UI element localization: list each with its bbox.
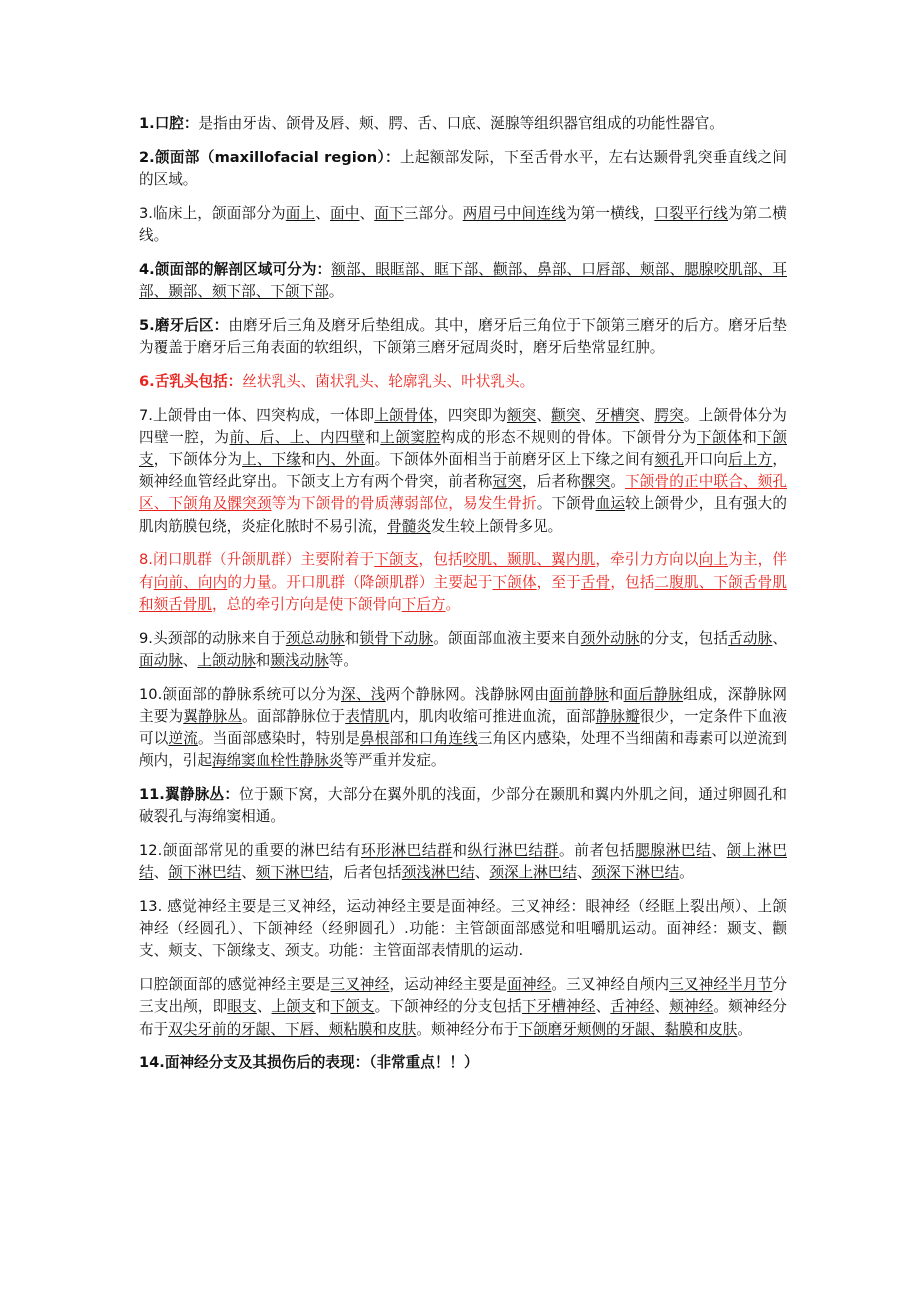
- underlined-term: 下颌体: [696, 428, 743, 446]
- text-segment: ，至于: [536, 573, 581, 591]
- text-segment: 位于颞下窝，大部分在翼外肌的浅面，少部分在颞肌和翼内外肌之间，通过卵圆孔和破裂孔与海绵窦相通。: [139, 786, 787, 826]
- underlined-term: 腮腺淋巴结: [635, 842, 712, 860]
- underlined-term: 向前、向内: [153, 573, 228, 591]
- text-segment: 、: [772, 629, 787, 647]
- bold-label: 磨牙后区：: [154, 316, 229, 334]
- bold-label: 面神经分支及其损伤后的表现：（非常重点！！）: [164, 1054, 479, 1072]
- underlined-term: 口裂平行线: [654, 204, 729, 222]
- text-segment: 。: [737, 1020, 753, 1038]
- bold-label: 11.: [139, 786, 165, 804]
- underlined-term: 舌神经: [610, 998, 655, 1016]
- underlined-term: 颈浅淋巴结: [401, 864, 475, 882]
- text-segment: ，后者称: [521, 473, 581, 491]
- text-segment: 、: [182, 651, 198, 669]
- text-segment: 三部分。: [403, 204, 463, 222]
- text-segment: 、: [595, 998, 611, 1016]
- bold-label: 翼静脉丛：: [164, 786, 240, 804]
- underlined-term: 面神经: [507, 976, 552, 994]
- text-segment: 组成，深静脉网主要为: [139, 685, 787, 725]
- text-segment: 7.: [139, 406, 153, 424]
- underlined-term: 前、后、上、内四壁: [229, 428, 366, 446]
- text-segment: 和: [608, 685, 624, 703]
- paragraph-p4: [139, 259, 787, 303]
- text-segment: 构成的形态不规则的骨体。下颌骨分为: [440, 428, 697, 446]
- underlined-term: 上颌骨体: [374, 406, 434, 424]
- text-segment: 为第一横线，: [565, 204, 655, 222]
- text-segment: 颌面部的静脉系统可以分为: [162, 685, 341, 703]
- underlined-term: 冠突: [492, 473, 522, 491]
- underlined-term: 骨髓炎: [387, 517, 431, 535]
- underlined-term: 下颌支: [374, 551, 419, 569]
- text-segment: 很少，一定条件下血液可以: [139, 707, 787, 748]
- underlined-term: 三叉神经半月节: [669, 976, 773, 994]
- text-segment: 、: [711, 842, 727, 860]
- underlined-term: 向上: [698, 551, 729, 569]
- bold-label: 2.: [139, 148, 155, 166]
- paragraph-p11: [139, 784, 787, 828]
- text-segment: 。: [679, 864, 694, 882]
- underlined-term: 下颌磨牙颊侧的牙龈、黏膜和皮肤: [518, 1020, 738, 1038]
- underlined-term: 面动脉: [139, 651, 183, 669]
- underlined-term: 额突: [506, 406, 537, 424]
- underlined-term: 翼静脉丛: [183, 707, 243, 725]
- underlined-term: 颞浅动脉: [270, 651, 329, 669]
- text-segment: 3.: [139, 204, 153, 222]
- text-segment: 。: [445, 595, 461, 613]
- text-segment: 、: [580, 406, 596, 424]
- text-segment: 、: [359, 204, 375, 222]
- underlined-term: 下颌支: [330, 998, 375, 1016]
- underlined-term: 静脉瓣: [595, 707, 640, 725]
- text-segment: 。当面部感染时，特别是: [197, 730, 360, 748]
- underlined-term: 面后静脉: [623, 685, 684, 703]
- text-segment: 两个静脉网。浅静脉网由: [385, 685, 550, 703]
- text-segment: 。颏神经分布于: [139, 998, 787, 1038]
- text-segment: 、: [536, 406, 552, 424]
- text-segment: 口腔颌面部的感觉神经主要是: [139, 976, 331, 994]
- underlined-term: 内、外面: [315, 451, 375, 468]
- underlined-term: 下牙槽神经: [521, 998, 596, 1016]
- text-segment: ，后者包括: [328, 864, 402, 882]
- text-segment: 。颊神经分布于: [416, 1020, 519, 1038]
- underlined-term: 面上: [285, 204, 316, 222]
- text-segment: 临床上，颌面部分为: [152, 204, 286, 222]
- text-segment: 为第二横线。: [139, 204, 787, 244]
- text-segment: ，牵引力方向以: [595, 551, 699, 569]
- text-segment: 和: [344, 629, 360, 647]
- underlined-term: 颏孔: [654, 451, 684, 468]
- underlined-term: 颈外动脉: [580, 629, 640, 647]
- underlined-term: 髁突: [580, 473, 611, 491]
- underlined-term: 舌骨: [580, 573, 611, 591]
- underlined-term: 下颌支: [139, 428, 787, 468]
- underlined-term: 颌下淋巴结: [168, 864, 242, 882]
- text-segment: ，运动神经主要是: [389, 976, 508, 994]
- underlined-term: 上颌窦腔: [380, 428, 441, 446]
- underlined-term: 牙槽突: [595, 406, 640, 424]
- text-segment: 。下颌体外面相当于前磨牙区上下缘之间有: [374, 451, 655, 468]
- underlined-term: 面中: [330, 204, 360, 222]
- underlined-term: 额部、眼眶部、眶下部、颧部、鼻部、口唇部、颊部、腮腺咬肌部、耳部、颞部、颏下部、下颌下部: [139, 260, 787, 300]
- text-segment: 。上颌骨体分为四壁一腔，为: [139, 406, 787, 446]
- text-segment: 分三支出颅，即: [139, 976, 787, 1016]
- text-segment: 。下颌骨: [536, 495, 596, 513]
- underlined-term: 上颌动脉: [197, 651, 256, 669]
- underlined-term: 颧突: [551, 406, 581, 424]
- underlined-term: 血运: [595, 495, 626, 513]
- text-segment: 。下颌神经的分支包括: [374, 998, 522, 1016]
- text-segment: 。三叉神经自颅内: [551, 976, 670, 994]
- text-segment: 10.: [139, 685, 163, 703]
- text-segment: 、: [576, 864, 592, 882]
- bold-label: 4.: [139, 260, 155, 278]
- underlined-term: 下颌骨的正中联合、颏孔区、下颌角及髁突颈: [139, 473, 787, 513]
- underlined-term: 咬肌、颞肌、翼内肌: [462, 551, 596, 569]
- paragraph-p3: [139, 203, 787, 247]
- text-segment: ，包括: [418, 551, 463, 569]
- text-segment: 12.: [139, 842, 163, 860]
- underlined-term: 面前静脉: [549, 685, 609, 703]
- text-segment: ，总的牵引方向是使下颌骨向: [211, 595, 402, 613]
- text-segment: ，下颌体分为: [153, 451, 243, 468]
- text-segment: 上颌骨由一体、四突构成，一体即: [152, 406, 375, 424]
- text-segment: 三角区内感染，处理不当细菌和毒素可以逆流到颅内，引起: [139, 730, 787, 770]
- underlined-term: 两眉弓中间连线: [462, 204, 566, 222]
- paragraph-p8: [139, 549, 787, 616]
- bold-label: 颌面部的解剖区域可分为：: [154, 260, 332, 278]
- text-segment: 上起额部发际，下至舌骨水平，左右达颞骨乳突垂直线之间的区域。: [139, 148, 787, 188]
- bold-label: 口腔：: [154, 115, 199, 132]
- text-segment: 发生较上颌骨多见。: [430, 517, 563, 535]
- text-segment: 和: [452, 842, 468, 860]
- underlined-term: 下颌体: [492, 573, 537, 591]
- underlined-term: 锁骨下动脉: [359, 629, 434, 647]
- underlined-term: 舌动脉: [728, 629, 773, 647]
- underlined-term: 鼻根部和口角连线: [359, 730, 478, 748]
- underlined-term: 颈总动脉: [285, 629, 345, 647]
- text-segment: 为主，伴有: [139, 551, 787, 591]
- underlined-term: 腭突: [654, 406, 684, 424]
- text-segment: 内，肌肉收缩可推进血流，面部: [389, 707, 596, 725]
- paragraph-p13b: [139, 974, 787, 1041]
- text-segment: 。: [328, 283, 344, 300]
- bold-label: 5.: [139, 316, 155, 334]
- paragraph-p12: [139, 840, 787, 884]
- underlined-term: 颈深下淋巴结: [591, 864, 680, 882]
- text-segment: 。: [610, 473, 626, 491]
- bold-label: 14.: [139, 1054, 165, 1072]
- text-segment: 由磨牙后三角及磨牙后垫组成。其中，磨牙后三角位于下颌第三磨牙的后方。磨牙后垫为覆盖于磨牙后三角表面的软组织，下颌第三磨牙冠周炎时，磨牙后垫常显红肿。: [139, 316, 787, 356]
- text-segment: 、: [153, 864, 169, 882]
- text-segment: 和: [365, 428, 381, 446]
- underlined-term: 上、下缘: [242, 451, 302, 468]
- underlined-term: 后上方: [728, 451, 773, 468]
- underlined-term: 颌上淋巴结: [139, 842, 787, 882]
- text-segment: 等为下颌骨的骨质薄弱部位，易发生骨折: [271, 495, 537, 513]
- text-segment: 和: [255, 651, 271, 669]
- underlined-term: 下后方: [401, 595, 446, 613]
- text-segment: 是指由牙齿、颌骨及唇、颊、腭、舌、口底、涎腺等组织器官组成的功能性器官。: [198, 115, 724, 132]
- underlined-term: 上颌支: [271, 998, 316, 1016]
- paragraph-p2: [139, 147, 787, 191]
- paragraph-p7: [139, 405, 787, 538]
- underlined-term: 颏下淋巴结: [255, 864, 329, 882]
- text-segment: 和: [301, 451, 316, 468]
- bold-label: 1.: [139, 115, 155, 132]
- text-segment: 9.: [139, 629, 153, 647]
- text-segment: 8.闭口肌群（升颌肌群）主要附着于: [139, 551, 375, 569]
- paragraph-p5: [139, 315, 787, 359]
- text-segment: 。前者包括: [559, 842, 636, 860]
- text-segment: ，四突即为: [433, 406, 507, 424]
- underlined-term: 逆流: [168, 730, 198, 748]
- bold-label: 颌面部（maxillofacial region）：: [154, 148, 400, 166]
- underlined-term: 环形淋巴结群: [360, 842, 453, 860]
- paragraph-p13: [139, 896, 787, 963]
- underlined-term: 表情肌: [345, 707, 390, 725]
- paragraph-p1: [139, 113, 787, 135]
- paragraph-p9: [139, 628, 787, 672]
- underlined-term: 颈深上淋巴结: [489, 864, 577, 882]
- text-segment: 和: [315, 998, 331, 1016]
- text-segment: ，颏神经血管经此穿出。下颌支上方有两个骨突，前者称: [139, 451, 787, 491]
- text-segment: 等严重并发症。: [343, 752, 446, 770]
- text-segment: 、: [474, 864, 490, 882]
- text-segment: 丝状乳头、菌状乳头、轮廓乳头、叶状乳头。: [242, 372, 535, 390]
- text-segment: 和: [742, 428, 758, 446]
- bold-label: 6.: [139, 372, 155, 390]
- text-segment: 开口向: [683, 451, 729, 468]
- underlined-term: 眼支: [227, 998, 257, 1016]
- text-segment: 头颈部的动脉来自于: [152, 629, 286, 647]
- underlined-term: 颊神经: [669, 998, 714, 1016]
- underlined-term: 纵行淋巴结群: [467, 842, 560, 860]
- text-segment: 。面部静脉位于: [242, 707, 346, 725]
- text-segment: 13. 感觉神经主要是三叉神经，运动神经主要是面神经。三叉神经：眼神经（经眶上裂出颅）、上颌神经（经圆孔）、下颌神经（经卵圆孔）.功能：主管颌面部感觉和咀嚼肌运动。面神经：颞支、颧支、颊支、下颌缘支、颈支。功能：主管面部表情肌的运动.: [139, 898, 787, 960]
- paragraph-p10: [139, 684, 787, 773]
- paragraph-p6: [139, 371, 787, 393]
- text-segment: 、: [639, 406, 655, 424]
- bold-label: 舌乳头包括：: [154, 372, 243, 390]
- text-segment: 较上颌骨少，且有强大的肌肉筋膜包绕，炎症化脓时不易引流，: [139, 495, 787, 535]
- text-segment: ，包括: [610, 573, 655, 591]
- document-body: [139, 113, 787, 1075]
- underlined-term: 海绵窦血栓性静脉炎: [211, 752, 344, 770]
- text-segment: 、: [315, 204, 330, 222]
- underlined-term: 面下: [374, 204, 404, 222]
- text-segment: 颌面部常见的重要的淋巴结有: [162, 842, 361, 860]
- text-segment: 、: [241, 864, 256, 882]
- underlined-term: 二腹肌、下颌舌骨肌和颏舌骨肌: [139, 573, 787, 613]
- text-segment: 的分支，包括: [639, 629, 729, 647]
- text-segment: 、: [256, 998, 272, 1016]
- text-segment: 等。: [328, 651, 358, 669]
- underlined-term: 深、浅: [340, 685, 386, 703]
- paragraph-p14: [139, 1052, 787, 1074]
- text-segment: 、: [654, 998, 670, 1016]
- underlined-term: 双尖牙前的牙龈、下唇、颊粘膜和皮肤: [168, 1020, 417, 1038]
- text-segment: 的力量。开口肌群（降颌肌群）主要起于: [227, 573, 493, 591]
- text-segment: 。颌面部血液主要来自: [433, 629, 581, 647]
- underlined-term: 三叉神经: [330, 976, 390, 994]
